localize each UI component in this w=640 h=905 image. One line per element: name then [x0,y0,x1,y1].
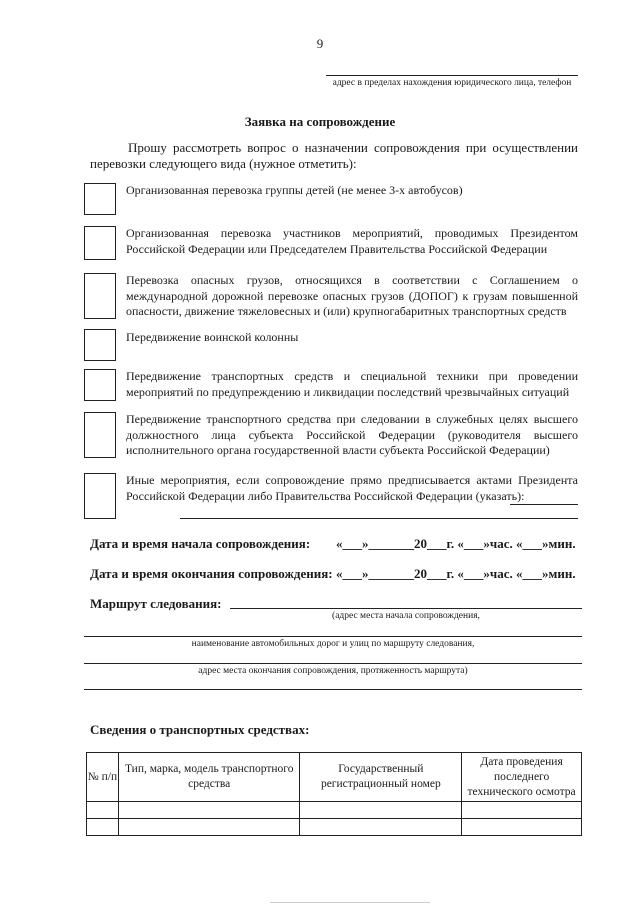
table-cell[interactable] [300,802,462,819]
vehicles-title: Сведения о транспортных средствах: [90,722,310,737]
page-bottom-rule [270,902,430,903]
col-inspection-date-header: Дата проведения последнего технического осмотра [462,753,582,802]
route-label: Маршрут следования: [90,596,222,611]
page-number: 9 [316,36,324,51]
checkbox-children-transport[interactable] [84,183,116,215]
table-row [87,802,582,819]
route-end-caption: адрес места окончания сопровождения, протяженность маршрута) [198,666,468,676]
table-cell[interactable] [118,802,300,819]
col-number-header: № п/п [87,753,119,802]
col-reg-number-header: Государственный регистрационный номер [300,753,462,802]
table-cell[interactable] [87,802,119,819]
checkbox-official-travel[interactable] [84,412,116,458]
form-title: Заявка на сопровождение [244,114,396,129]
end-datetime-field[interactable]: «___»_______20___г. «___»час. «___»мин. [336,566,576,581]
start-datetime-label: Дата и время начала сопровождения: [90,536,311,551]
address-caption: адрес в пределах нахождения юридического лица, телефон [332,78,572,88]
checkbox-other-events[interactable] [84,473,116,519]
option-emergency-equipment: Передвижение транспортных средств и специальной техники при проведении мероприятий по предупреждению и ликвидации последствий чрезвычайных ситуаций [126,369,578,399]
route-extra-line[interactable] [84,689,582,690]
table-row [87,819,582,836]
table-cell[interactable] [300,819,462,836]
checkbox-emergency-equipment[interactable] [84,369,116,401]
table-cell[interactable] [87,819,119,836]
start-datetime-field[interactable]: «___»_______20___г. «___»час. «___»мин. [336,536,576,551]
other-events-fill-line-2[interactable] [180,518,578,519]
checkbox-military-convoy[interactable] [84,329,116,361]
option-children-transport: Организованная перевозка группы детей (не менее 3-х автобусов) [126,183,463,197]
address-line [326,75,578,76]
vehicles-table [86,752,582,836]
route-end-line[interactable] [84,663,582,664]
col-vehicle-type-header: Тип, марка, модель транспортного средства [118,753,300,802]
route-roads-caption: наименование автомобильных дорог и улиц по маршруту следования, [191,639,475,649]
other-events-fill-line-1[interactable] [510,504,578,505]
option-dangerous-goods: Перевозка опасных грузов, относящихся в соответствии с Соглашением о международной дорожной перевозке опасных грузов (ДОПОГ) к грузам повышенной опасности, движение тяжеловесных и (или) крупногабаритных транспортных средств [126,273,578,318]
vehicles-table-header [87,753,582,802]
option-official-travel: Передвижение транспортного средства при следовании в служебных целях высшего должностного лица субъекта Российской Федерации (руководителя высшего исполнительного органа государственной власти субъекта Российской Федерации) [126,412,578,457]
option-military-convoy: Передвижение воинской колонны [126,330,299,344]
intro-paragraph: Прошу рассмотреть вопрос о назначении сопровождения при осуществлении перевозки следующего вида (нужное отметить): [90,140,578,171]
option-event-participants: Организованная перевозка участников мероприятий, проводимых Президентом Российской Федерации или Председателем Правительства Российской Федерации [126,226,578,256]
table-cell[interactable] [462,819,582,836]
checkbox-event-participants[interactable] [84,226,116,260]
route-start-line[interactable] [230,608,582,609]
route-roads-line[interactable] [84,636,582,637]
table-cell[interactable] [462,802,582,819]
checkbox-dangerous-goods[interactable] [84,273,116,319]
table-cell[interactable] [118,819,300,836]
end-datetime-label: Дата и время окончания сопровождения: [90,566,333,581]
option-other-events: Иные мероприятия, если сопровождение прямо предписывается актами Президента Российской Федерации либо Правительства Российской Федерации (указать): [126,473,578,503]
route-start-caption: (адрес места начала сопровождения, [332,611,480,621]
